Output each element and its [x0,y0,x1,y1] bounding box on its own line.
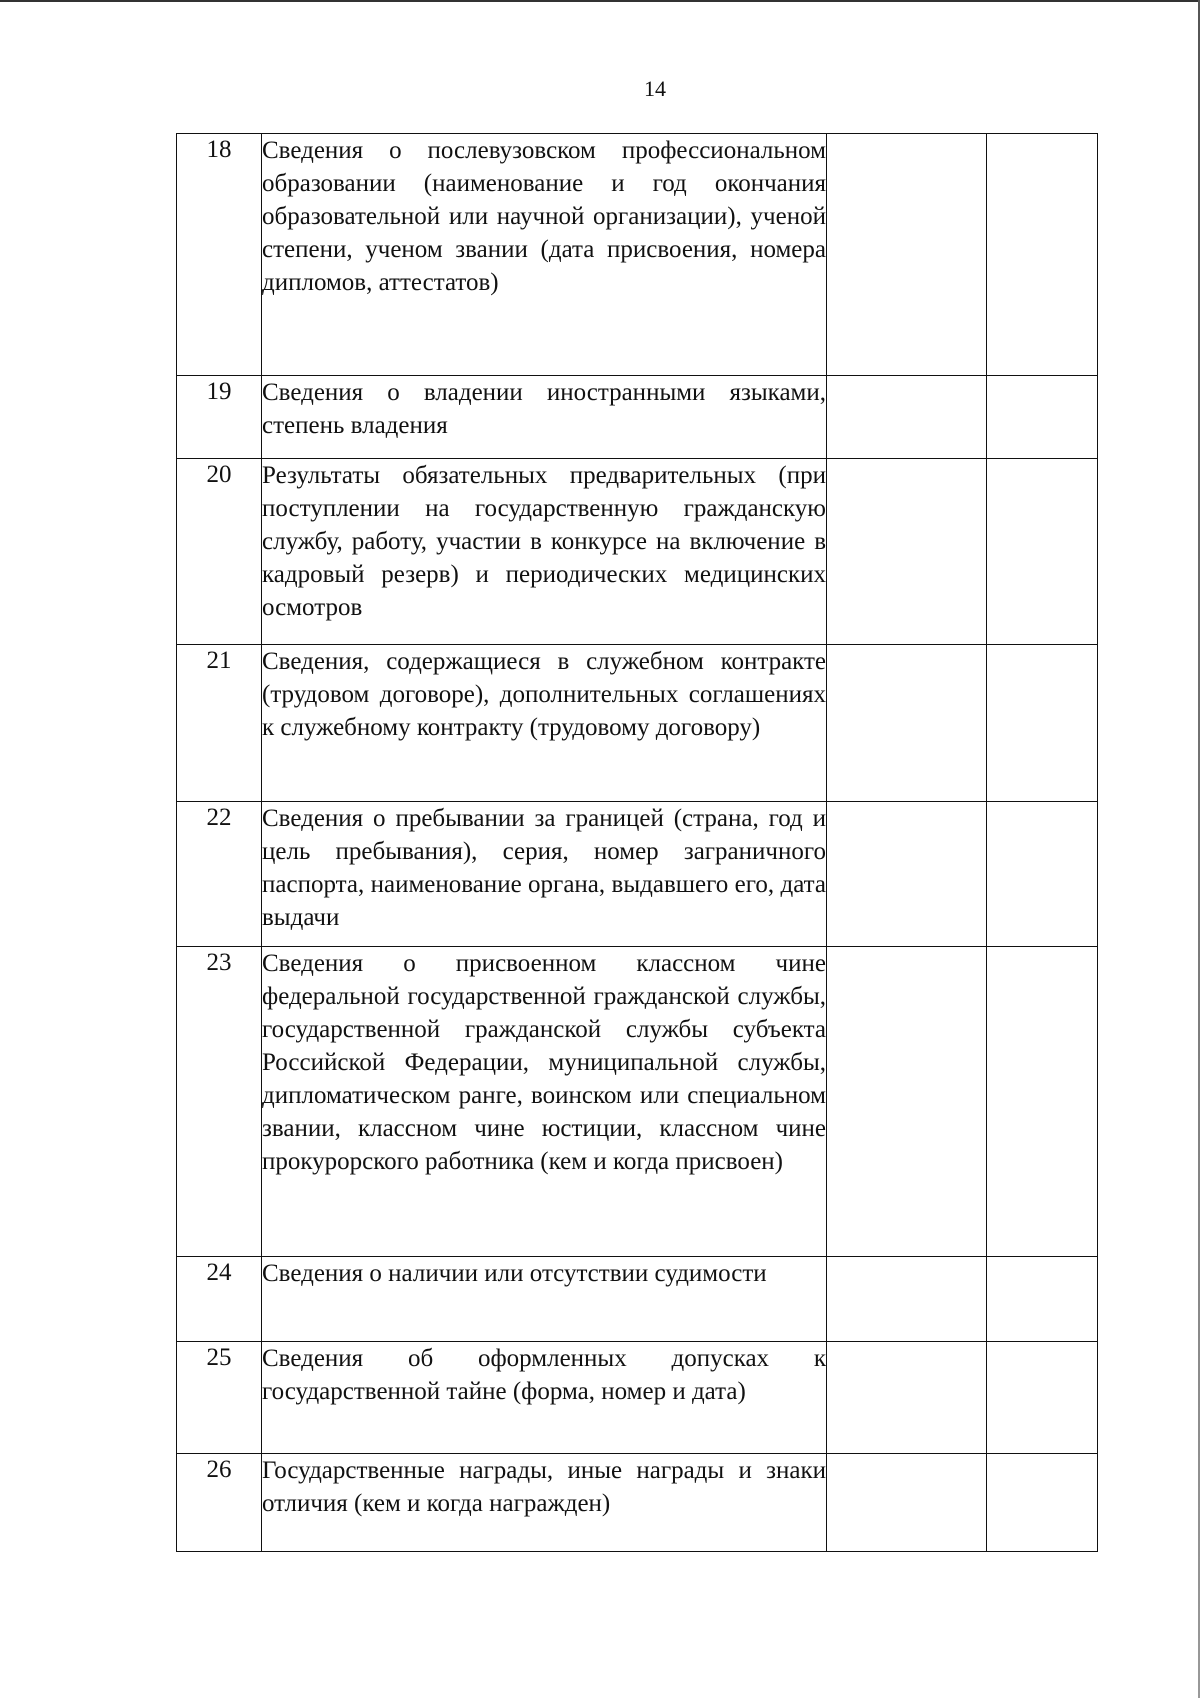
scan-edge-top [0,0,1200,2]
row-number: 18 [177,134,262,376]
row-cell-b [987,1342,1098,1454]
table-row [177,134,1098,376]
table-row [177,947,1098,1257]
row-description [262,1454,827,1552]
table-row [177,1454,1098,1552]
row-number: 24 [177,1257,262,1342]
personal-data-table [176,133,1098,1552]
row-number: 19 [177,376,262,459]
row-cell-a [827,459,987,645]
row-description-text: Сведения о присвоенном классном чине федеральной государственной гражданской службы, государственной гражданской службы субъекта Российской Федерации, муниципальной службы, дипломатическом ранге, воинском или специальном звании, классном чине юстиции, классном чине прокурорского работника (кем и когда присвоен) [262,950,826,1175]
page-number: 14 [644,76,666,101]
row-cell-b [987,376,1098,459]
table-row [177,1342,1098,1454]
row-description-text: Результаты обязательных предварительных (при поступлении на государственную гражданскую службу, работу, участии в конкурсе на включение в кадровый резерв) и периодических медицинских осмотров [262,462,826,621]
row-cell-a [827,1342,987,1454]
row-cell-a [827,1257,987,1342]
row-description [262,459,827,645]
row-cell-a [827,645,987,802]
row-description-text: Сведения о наличии или отсутствии судимости [262,1260,767,1287]
row-description-text: Сведения, содержащиеся в служебном контракте (трудовом договоре), дополнительных соглашениях к служебному контракту (трудовому договору) [262,648,826,741]
row-description-text: Сведения о владении иностранными языками, степень владения [262,379,826,439]
row-description [262,376,827,459]
row-description [262,645,827,802]
table-row [177,802,1098,947]
row-description [262,1342,827,1454]
row-cell-a [827,947,987,1257]
table-row [177,459,1098,645]
row-number: 22 [177,802,262,947]
row-cell-a [827,376,987,459]
row-cell-b [987,947,1098,1257]
row-cell-b [987,1454,1098,1552]
table-row [177,1257,1098,1342]
row-number: 20 [177,459,262,645]
row-description-text: Государственные награды, иные награды и знаки отличия (кем и когда награжден) [262,1457,826,1517]
row-cell-b [987,1257,1098,1342]
row-cell-b [987,459,1098,645]
row-cell-b [987,134,1098,376]
row-description [262,947,827,1257]
row-cell-a [827,134,987,376]
table-row [177,376,1098,459]
row-description-text: Сведения о послевузовском профессиональном образовании (наименование и год окончания образовательной или научной организации), ученой степени, ученом звании (дата присвоения, номера дипломов, аттестатов) [262,137,826,296]
row-number: 21 [177,645,262,802]
row-description [262,802,827,947]
table-row [177,645,1098,802]
row-cell-a [827,1454,987,1552]
row-number: 25 [177,1342,262,1454]
row-description-text: Сведения о пребывании за границей (страна, год и цель пребывания), серия, номер заграничного паспорта, наименование органа, выдавшего его, дата выдачи [262,805,826,931]
row-description [262,134,827,376]
row-description-text: Сведения об оформленных допусках к государственной тайне (форма, номер и дата) [262,1345,826,1405]
row-cell-b [987,802,1098,947]
row-cell-a [827,802,987,947]
row-description [262,1257,827,1342]
row-number: 23 [177,947,262,1257]
row-cell-b [987,645,1098,802]
row-number: 26 [177,1454,262,1552]
